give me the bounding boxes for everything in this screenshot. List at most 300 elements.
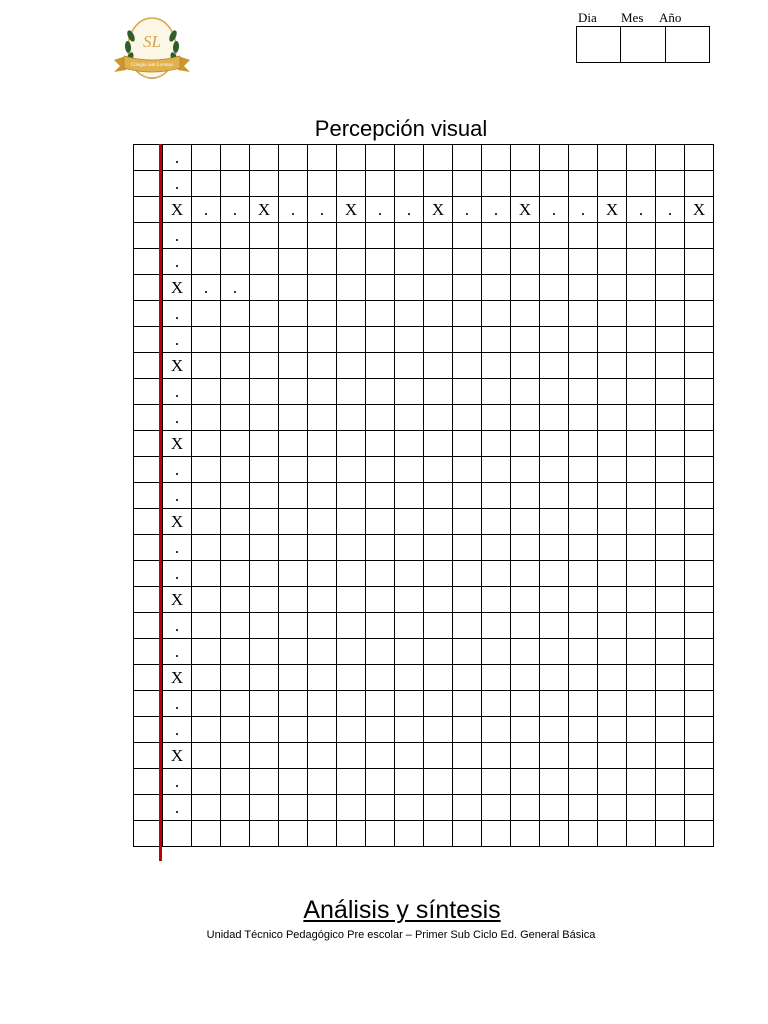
grid-cell[interactable]: [453, 561, 482, 587]
grid-cell[interactable]: [598, 613, 627, 639]
grid-cell[interactable]: [511, 405, 540, 431]
grid-cell[interactable]: [308, 353, 337, 379]
grid-cell[interactable]: [308, 431, 337, 457]
grid-cell[interactable]: [540, 301, 569, 327]
grid-cell[interactable]: [540, 821, 569, 847]
grid-cell[interactable]: [656, 509, 685, 535]
date-field-year[interactable]: [665, 27, 709, 62]
grid-cell[interactable]: [482, 353, 511, 379]
grid-cell[interactable]: [279, 379, 308, 405]
grid-cell[interactable]: [424, 353, 453, 379]
grid-cell[interactable]: [685, 561, 714, 587]
grid-cell[interactable]: [395, 405, 424, 431]
grid-cell[interactable]: [569, 431, 598, 457]
grid-cell[interactable]: [192, 431, 221, 457]
grid-cell[interactable]: [424, 457, 453, 483]
grid-cell[interactable]: [424, 535, 453, 561]
grid-cell[interactable]: [308, 405, 337, 431]
grid-cell[interactable]: X: [424, 197, 453, 223]
grid-cell[interactable]: [308, 717, 337, 743]
grid-cell[interactable]: [366, 301, 395, 327]
grid-cell[interactable]: [569, 457, 598, 483]
grid-cell[interactable]: [569, 769, 598, 795]
grid-cell[interactable]: [192, 821, 221, 847]
grid-cell[interactable]: [192, 691, 221, 717]
grid-cell[interactable]: [308, 509, 337, 535]
grid-cell[interactable]: [192, 769, 221, 795]
grid-cell[interactable]: [424, 795, 453, 821]
grid-cell[interactable]: [598, 717, 627, 743]
grid-cell[interactable]: [424, 717, 453, 743]
grid-cell[interactable]: [308, 795, 337, 821]
grid-cell[interactable]: [250, 223, 279, 249]
grid-cell[interactable]: [598, 795, 627, 821]
grid-cell[interactable]: [192, 743, 221, 769]
grid-cell[interactable]: [366, 769, 395, 795]
grid-cell[interactable]: [627, 613, 656, 639]
grid-cell[interactable]: [424, 145, 453, 171]
grid-cell[interactable]: X: [511, 197, 540, 223]
grid-cell[interactable]: [511, 743, 540, 769]
grid-cell[interactable]: [482, 639, 511, 665]
grid-cell[interactable]: [540, 535, 569, 561]
grid-cell[interactable]: [395, 457, 424, 483]
grid-cell[interactable]: X: [163, 587, 192, 613]
grid-cell[interactable]: .: [163, 795, 192, 821]
grid-cell[interactable]: .: [366, 197, 395, 223]
grid-cell[interactable]: [656, 171, 685, 197]
grid-cell[interactable]: [569, 535, 598, 561]
grid-cell[interactable]: [627, 821, 656, 847]
grid-cell[interactable]: [598, 535, 627, 561]
grid-cell[interactable]: [250, 639, 279, 665]
grid-cell[interactable]: [627, 301, 656, 327]
grid-cell[interactable]: [685, 301, 714, 327]
grid-cell[interactable]: [482, 795, 511, 821]
grid-cell[interactable]: [250, 795, 279, 821]
grid-cell[interactable]: [279, 535, 308, 561]
grid-cell[interactable]: [540, 171, 569, 197]
grid-cell[interactable]: [656, 483, 685, 509]
grid-cell[interactable]: [540, 431, 569, 457]
grid-cell[interactable]: [656, 769, 685, 795]
grid-cell[interactable]: [395, 795, 424, 821]
grid-cell[interactable]: [337, 561, 366, 587]
grid-cell[interactable]: [279, 639, 308, 665]
grid-cell[interactable]: [279, 821, 308, 847]
grid-cell[interactable]: .: [656, 197, 685, 223]
grid-cell[interactable]: [569, 223, 598, 249]
grid-cell[interactable]: [453, 171, 482, 197]
grid-cell[interactable]: [308, 587, 337, 613]
grid-cell[interactable]: [540, 379, 569, 405]
grid-cell[interactable]: [250, 821, 279, 847]
grid-cell[interactable]: [482, 613, 511, 639]
grid-cell[interactable]: [163, 821, 192, 847]
grid-cell[interactable]: .: [163, 691, 192, 717]
grid-cell[interactable]: [598, 665, 627, 691]
grid-cell[interactable]: [540, 353, 569, 379]
grid-cell[interactable]: [192, 379, 221, 405]
grid-cell[interactable]: [250, 353, 279, 379]
grid-cell[interactable]: [337, 795, 366, 821]
grid-cell[interactable]: [395, 249, 424, 275]
grid-cell[interactable]: [279, 743, 308, 769]
grid-cell[interactable]: [192, 353, 221, 379]
grid-cell[interactable]: .: [163, 405, 192, 431]
grid-cell[interactable]: [424, 639, 453, 665]
grid-cell[interactable]: [395, 171, 424, 197]
grid-cell[interactable]: [279, 613, 308, 639]
grid-cell[interactable]: [540, 509, 569, 535]
grid-cell[interactable]: [627, 691, 656, 717]
grid-cell[interactable]: [569, 821, 598, 847]
grid-cell[interactable]: [598, 223, 627, 249]
grid-cell[interactable]: [598, 145, 627, 171]
grid-cell[interactable]: [598, 457, 627, 483]
grid-cell[interactable]: [250, 405, 279, 431]
grid-cell[interactable]: [337, 639, 366, 665]
grid-cell[interactable]: [598, 275, 627, 301]
grid-cell[interactable]: [250, 249, 279, 275]
grid-cell[interactable]: [540, 587, 569, 613]
grid-cell[interactable]: [192, 223, 221, 249]
grid-cell[interactable]: [627, 743, 656, 769]
grid-cell[interactable]: [221, 509, 250, 535]
grid-cell[interactable]: [598, 561, 627, 587]
grid-cell[interactable]: [482, 457, 511, 483]
grid-cell[interactable]: [192, 587, 221, 613]
grid-cell[interactable]: [627, 587, 656, 613]
grid-cell[interactable]: [685, 769, 714, 795]
grid-cell[interactable]: [540, 405, 569, 431]
grid-cell[interactable]: .: [163, 561, 192, 587]
grid-cell[interactable]: [511, 275, 540, 301]
grid-cell[interactable]: [627, 457, 656, 483]
grid-cell[interactable]: [569, 639, 598, 665]
grid-cell[interactable]: [656, 327, 685, 353]
grid-cell[interactable]: [424, 769, 453, 795]
grid-cell[interactable]: X: [337, 197, 366, 223]
grid-cell[interactable]: [685, 275, 714, 301]
grid-cell[interactable]: [221, 665, 250, 691]
grid-cell[interactable]: [598, 405, 627, 431]
grid-cell[interactable]: [482, 301, 511, 327]
grid-cell[interactable]: [627, 535, 656, 561]
grid-cell[interactable]: [598, 691, 627, 717]
grid-cell[interactable]: [569, 145, 598, 171]
grid-cell[interactable]: [424, 483, 453, 509]
grid-cell[interactable]: [395, 223, 424, 249]
grid-cell[interactable]: [540, 457, 569, 483]
grid-cell[interactable]: .: [163, 535, 192, 561]
grid-cell[interactable]: [337, 145, 366, 171]
grid-cell[interactable]: [685, 379, 714, 405]
grid-cell[interactable]: .: [482, 197, 511, 223]
grid-cell[interactable]: [453, 821, 482, 847]
grid-cell[interactable]: [424, 509, 453, 535]
grid-cell[interactable]: [656, 431, 685, 457]
grid-cell[interactable]: [511, 145, 540, 171]
grid-cell[interactable]: [395, 535, 424, 561]
grid-cell[interactable]: [366, 613, 395, 639]
grid-cell[interactable]: [685, 717, 714, 743]
grid-cell[interactable]: [569, 171, 598, 197]
grid-cell[interactable]: X: [163, 197, 192, 223]
grid-cell[interactable]: [453, 301, 482, 327]
grid-cell[interactable]: [337, 431, 366, 457]
grid-cell[interactable]: [337, 353, 366, 379]
grid-cell[interactable]: [337, 405, 366, 431]
grid-cell[interactable]: [482, 405, 511, 431]
grid-cell[interactable]: [366, 717, 395, 743]
grid-cell[interactable]: [366, 821, 395, 847]
grid-cell[interactable]: [192, 561, 221, 587]
grid-cell[interactable]: [598, 327, 627, 353]
grid-cell[interactable]: [395, 327, 424, 353]
grid-cell[interactable]: [221, 223, 250, 249]
grid-cell[interactable]: [569, 691, 598, 717]
grid-cell[interactable]: [511, 535, 540, 561]
grid-cell[interactable]: [192, 535, 221, 561]
grid-cell[interactable]: [482, 431, 511, 457]
grid-cell[interactable]: [540, 249, 569, 275]
grid-cell[interactable]: [598, 509, 627, 535]
grid-cell[interactable]: [250, 327, 279, 353]
grid-cell[interactable]: X: [163, 431, 192, 457]
grid-cell[interactable]: [337, 249, 366, 275]
grid-cell[interactable]: [395, 717, 424, 743]
grid-cell[interactable]: [656, 275, 685, 301]
grid-cell[interactable]: [221, 717, 250, 743]
grid-cell[interactable]: [250, 613, 279, 639]
grid-cell[interactable]: [569, 301, 598, 327]
grid-cell[interactable]: [511, 327, 540, 353]
grid-cell[interactable]: [192, 717, 221, 743]
grid-cell[interactable]: [685, 691, 714, 717]
grid-cell[interactable]: [511, 665, 540, 691]
grid-cell[interactable]: [482, 379, 511, 405]
grid-cell[interactable]: .: [163, 769, 192, 795]
grid-cell[interactable]: [511, 821, 540, 847]
grid-cell[interactable]: [685, 249, 714, 275]
grid-cell[interactable]: [279, 691, 308, 717]
grid-cell[interactable]: [221, 769, 250, 795]
grid-cell[interactable]: [308, 171, 337, 197]
grid-cell[interactable]: [482, 665, 511, 691]
grid-cell[interactable]: [366, 145, 395, 171]
grid-cell[interactable]: [511, 717, 540, 743]
grid-cell[interactable]: [337, 379, 366, 405]
grid-cell[interactable]: [656, 353, 685, 379]
grid-cell[interactable]: .: [221, 275, 250, 301]
grid-cell[interactable]: X: [163, 665, 192, 691]
grid-cell[interactable]: [569, 509, 598, 535]
grid-cell[interactable]: .: [163, 327, 192, 353]
grid-cell[interactable]: [337, 587, 366, 613]
grid-cell[interactable]: [482, 145, 511, 171]
grid-cell[interactable]: [366, 795, 395, 821]
grid-cell[interactable]: [482, 483, 511, 509]
grid-cell[interactable]: [395, 379, 424, 405]
grid-cell[interactable]: [366, 639, 395, 665]
grid-cell[interactable]: [656, 145, 685, 171]
grid-cell[interactable]: [279, 145, 308, 171]
grid-cell[interactable]: X: [598, 197, 627, 223]
grid-cell[interactable]: .: [540, 197, 569, 223]
grid-cell[interactable]: [221, 691, 250, 717]
grid-cell[interactable]: [250, 457, 279, 483]
grid-cell[interactable]: [366, 275, 395, 301]
grid-cell[interactable]: [221, 249, 250, 275]
grid-cell[interactable]: [627, 431, 656, 457]
grid-cell[interactable]: [598, 587, 627, 613]
grid-cell[interactable]: [598, 821, 627, 847]
grid-cell[interactable]: [540, 483, 569, 509]
grid-cell[interactable]: [482, 535, 511, 561]
grid-cell[interactable]: [569, 717, 598, 743]
grid-cell[interactable]: [569, 795, 598, 821]
grid-cell[interactable]: [308, 769, 337, 795]
grid-cell[interactable]: [192, 665, 221, 691]
grid-cell[interactable]: [250, 769, 279, 795]
grid-cell[interactable]: [424, 249, 453, 275]
grid-cell[interactable]: [598, 171, 627, 197]
grid-cell[interactable]: [627, 249, 656, 275]
grid-cell[interactable]: [424, 561, 453, 587]
grid-cell[interactable]: [482, 769, 511, 795]
grid-cell[interactable]: [511, 223, 540, 249]
grid-cell[interactable]: [482, 821, 511, 847]
grid-cell[interactable]: [395, 769, 424, 795]
grid-cell[interactable]: [482, 691, 511, 717]
grid-cell[interactable]: [366, 171, 395, 197]
grid-cell[interactable]: [221, 639, 250, 665]
grid-cell[interactable]: [192, 795, 221, 821]
grid-cell[interactable]: [366, 327, 395, 353]
grid-cell[interactable]: [395, 275, 424, 301]
grid-cell[interactable]: [395, 691, 424, 717]
grid-cell[interactable]: [453, 145, 482, 171]
grid-cell[interactable]: [192, 405, 221, 431]
grid-cell[interactable]: [192, 249, 221, 275]
grid-cell[interactable]: [308, 665, 337, 691]
grid-cell[interactable]: [424, 613, 453, 639]
grid-cell[interactable]: [366, 249, 395, 275]
grid-cell[interactable]: [656, 613, 685, 639]
grid-cell[interactable]: [685, 795, 714, 821]
grid-cell[interactable]: [540, 613, 569, 639]
grid-cell[interactable]: .: [163, 457, 192, 483]
grid-cell[interactable]: [569, 353, 598, 379]
grid-cell[interactable]: [366, 457, 395, 483]
grid-cell[interactable]: [627, 353, 656, 379]
grid-cell[interactable]: [279, 405, 308, 431]
grid-cell[interactable]: [395, 301, 424, 327]
grid-cell[interactable]: [395, 587, 424, 613]
grid-cell[interactable]: .: [627, 197, 656, 223]
grid-cell[interactable]: [279, 509, 308, 535]
grid-cell[interactable]: [192, 327, 221, 353]
grid-cell[interactable]: [685, 171, 714, 197]
grid-cell[interactable]: [453, 613, 482, 639]
grid-cell[interactable]: [250, 691, 279, 717]
grid-cell[interactable]: [279, 275, 308, 301]
grid-cell[interactable]: [482, 509, 511, 535]
grid-cell[interactable]: [308, 275, 337, 301]
grid-cell[interactable]: [482, 249, 511, 275]
grid-cell[interactable]: [656, 249, 685, 275]
grid-cell[interactable]: [424, 171, 453, 197]
grid-cell[interactable]: [627, 509, 656, 535]
grid-cell[interactable]: [627, 665, 656, 691]
grid-cell[interactable]: [511, 613, 540, 639]
grid-cell[interactable]: [424, 743, 453, 769]
grid-cell[interactable]: [540, 561, 569, 587]
grid-cell[interactable]: [540, 717, 569, 743]
grid-cell[interactable]: [685, 457, 714, 483]
grid-cell[interactable]: [308, 561, 337, 587]
grid-cell[interactable]: [482, 275, 511, 301]
grid-cell[interactable]: [453, 249, 482, 275]
grid-cell[interactable]: [685, 145, 714, 171]
grid-cell[interactable]: .: [221, 197, 250, 223]
grid-cell[interactable]: X: [685, 197, 714, 223]
grid-cell[interactable]: [424, 223, 453, 249]
grid-cell[interactable]: [453, 405, 482, 431]
grid-cell[interactable]: [656, 301, 685, 327]
grid-cell[interactable]: [366, 431, 395, 457]
grid-cell[interactable]: [366, 223, 395, 249]
grid-cell[interactable]: [221, 405, 250, 431]
grid-cell[interactable]: [569, 483, 598, 509]
grid-cell[interactable]: [308, 379, 337, 405]
grid-cell[interactable]: [569, 249, 598, 275]
grid-cell[interactable]: [453, 639, 482, 665]
grid-cell[interactable]: [250, 587, 279, 613]
grid-cell[interactable]: [627, 223, 656, 249]
grid-cell[interactable]: [598, 431, 627, 457]
grid-cell[interactable]: .: [279, 197, 308, 223]
grid-cell[interactable]: [366, 691, 395, 717]
grid-cell[interactable]: [453, 717, 482, 743]
grid-cell[interactable]: [598, 639, 627, 665]
grid-cell[interactable]: [685, 535, 714, 561]
grid-cell[interactable]: .: [163, 249, 192, 275]
grid-cell[interactable]: [250, 171, 279, 197]
grid-cell[interactable]: [366, 665, 395, 691]
grid-cell[interactable]: [453, 743, 482, 769]
grid-cell[interactable]: [569, 613, 598, 639]
grid-cell[interactable]: [337, 483, 366, 509]
grid-cell[interactable]: [453, 587, 482, 613]
grid-cell[interactable]: [685, 431, 714, 457]
grid-cell[interactable]: [598, 379, 627, 405]
grid-cell[interactable]: .: [163, 613, 192, 639]
grid-cell[interactable]: [221, 483, 250, 509]
grid-cell[interactable]: [656, 379, 685, 405]
grid-cell[interactable]: [279, 561, 308, 587]
grid-cell[interactable]: [308, 821, 337, 847]
grid-cell[interactable]: [279, 483, 308, 509]
grid-cell[interactable]: [337, 457, 366, 483]
grid-cell[interactable]: [192, 301, 221, 327]
grid-cell[interactable]: [308, 743, 337, 769]
grid-cell[interactable]: [221, 431, 250, 457]
grid-cell[interactable]: [279, 665, 308, 691]
grid-cell[interactable]: [279, 353, 308, 379]
grid-cell[interactable]: [308, 145, 337, 171]
